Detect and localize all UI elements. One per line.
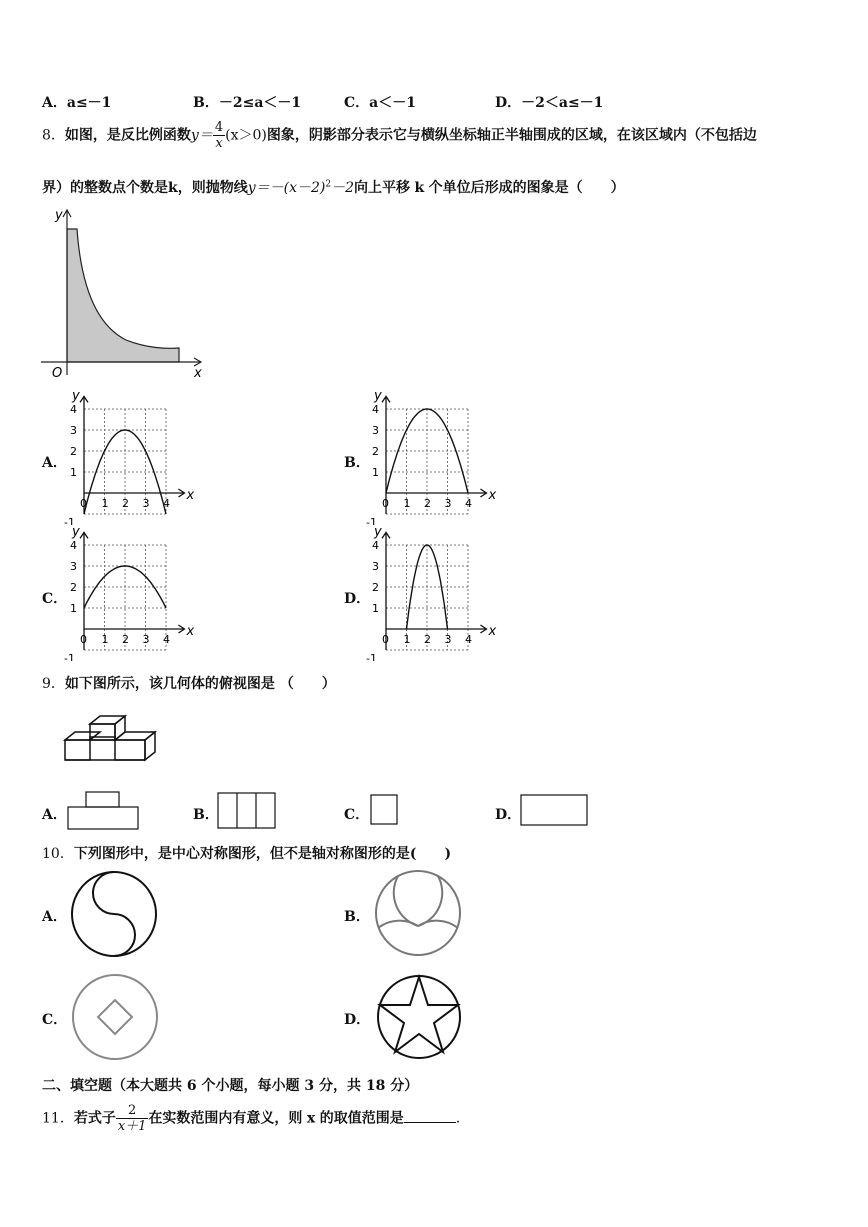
- y-tick-label: 3: [70, 424, 77, 437]
- origin-label: O: [52, 366, 63, 380]
- x-tick-label: 3: [142, 497, 150, 510]
- q9-option-b-letter: B．: [193, 807, 219, 823]
- x-axis-label: x: [186, 488, 195, 503]
- shaded-region: [67, 229, 179, 362]
- q8-condition: (x＞0): [225, 127, 267, 144]
- question-number: 9．: [42, 676, 65, 692]
- y-tick-label: 1: [372, 466, 379, 479]
- question-number: 11．: [42, 1110, 74, 1127]
- y-tick-label: -1: [366, 516, 377, 525]
- y-tick-label: -1: [64, 652, 75, 661]
- option-text: a≤－1: [66, 95, 112, 111]
- x-tick-label: 4: [163, 497, 170, 510]
- fraction-denominator: x＋1: [117, 1119, 147, 1134]
- option-letter: B．: [193, 95, 219, 111]
- x-tick-label: 4: [465, 633, 472, 646]
- q8-main-graph: [36, 205, 211, 380]
- y-tick-label: 4: [372, 403, 379, 416]
- q8-text-c: 界）的整数点个数是: [42, 180, 168, 196]
- x-tick-label: 0: [80, 497, 87, 510]
- y-tick-label: 4: [70, 403, 77, 416]
- y-tick-label: 3: [372, 424, 379, 437]
- y-tick-label: 2: [372, 445, 379, 458]
- q8-parabola-tail: －2: [331, 180, 354, 196]
- y-axis-label: y: [55, 208, 63, 223]
- x-tick-label: 4: [163, 633, 170, 646]
- q8-k-2: k: [414, 180, 425, 196]
- q8-option-b-graph: [362, 390, 497, 525]
- q8-text-f: 个单位后形成的图象是（ ）: [428, 180, 625, 196]
- x-tick-label: 3: [444, 633, 452, 646]
- question-number: 10．: [42, 846, 74, 862]
- x-axis-label: x: [488, 488, 497, 503]
- option-letter: C．: [344, 95, 370, 111]
- y-tick-label: 3: [70, 560, 77, 573]
- x-tick-label: 1: [403, 497, 411, 510]
- option-text: －2≤a＜－1: [218, 95, 302, 111]
- q9-option-a-letter: A．: [42, 807, 67, 823]
- q9-option-d-figure: [519, 793, 591, 828]
- x-tick-label: 3: [444, 497, 452, 510]
- q9-option-a-figure: [66, 790, 141, 832]
- option-letter: D．: [495, 95, 522, 111]
- q9-question: [42, 673, 336, 693]
- option-letter: A．: [42, 95, 67, 111]
- q8-text-b: 图象，阴影部分表示它与横纵坐标轴正半轴围成的区域，在该区域内（不包括边: [266, 127, 757, 144]
- q10-option-a-letter: A．: [42, 909, 67, 925]
- q8-option-a-letter: A．: [42, 455, 67, 471]
- question-number: 8．: [42, 127, 65, 144]
- q10-question: [42, 843, 451, 863]
- q10-option-a-taiji-figure: [68, 868, 160, 960]
- y-tick-label: 2: [70, 581, 77, 594]
- y-axis-label: y: [72, 390, 80, 404]
- q10-option-b-letter: B．: [344, 909, 370, 925]
- fraction-numerator: 4: [214, 120, 224, 135]
- y-tick-label: 3: [372, 560, 379, 573]
- q10-text: 下列图形中，是中心对称图形，但不是轴对称图形的是( ): [73, 846, 452, 862]
- q10-option-c-letter: C．: [42, 1012, 68, 1028]
- q11-text-c: 的取值范围是: [319, 1110, 404, 1127]
- x-axis-label: x: [194, 366, 202, 380]
- y-tick-label: 1: [372, 602, 379, 615]
- x-axis-label: x: [488, 624, 497, 639]
- q11-variable: x: [306, 1110, 316, 1127]
- x-tick-label: 0: [382, 633, 389, 646]
- q8-line1: [42, 120, 757, 151]
- y-tick-label: 2: [70, 445, 77, 458]
- q8-eq-y: y＝: [190, 127, 213, 144]
- y-tick-label: 4: [70, 539, 77, 552]
- q8-text-d: ，则抛物线: [177, 180, 248, 196]
- x-tick-label: 0: [382, 497, 389, 510]
- x-tick-label: 2: [122, 497, 129, 510]
- y-tick-label: 1: [70, 602, 77, 615]
- x-tick-label: 1: [101, 633, 109, 646]
- x-tick-label: 4: [465, 497, 472, 510]
- q11-text-a: 若式子: [73, 1110, 116, 1127]
- q8-option-c-graph: [60, 526, 195, 661]
- q8-option-d-letter: D．: [344, 591, 371, 607]
- q10-option-c-coin-figure: [68, 970, 162, 1064]
- option-text: a＜－1: [369, 95, 416, 111]
- answer-blank[interactable]: [404, 1108, 456, 1123]
- y-axis-label: y: [72, 526, 80, 540]
- fraction-denominator: x: [215, 136, 223, 151]
- y-axis-label: y: [374, 526, 382, 540]
- q8-exponent: 2: [325, 179, 332, 190]
- q7-option-c: [344, 92, 416, 112]
- q9-option-c-letter: C．: [344, 807, 370, 823]
- y-tick-label: 1: [70, 466, 77, 479]
- q11-text-b: 在实数范围内有意义，则: [148, 1110, 303, 1127]
- q11-end: .: [455, 1110, 461, 1127]
- q10-option-b-arcs-figure: [370, 866, 466, 960]
- q8-option-c-letter: C．: [42, 591, 68, 607]
- x-tick-label: 1: [403, 633, 411, 646]
- q9-option-c-figure: [369, 793, 401, 827]
- q10-option-d-letter: D．: [344, 1012, 371, 1028]
- x-tick-label: 1: [101, 497, 109, 510]
- x-tick-label: 2: [122, 633, 129, 646]
- q9-text: 如下图所示，该几何体的俯视图是 （ ）: [64, 676, 336, 692]
- x-tick-label: 2: [424, 633, 431, 646]
- q8-parabola: y＝－(x－2): [247, 180, 326, 196]
- y-axis-label: y: [374, 390, 382, 404]
- q11-question: [42, 1103, 460, 1134]
- x-axis-label: x: [186, 624, 195, 639]
- option-text: －2＜a≤－1: [521, 95, 604, 111]
- q9-option-d-letter: D．: [495, 807, 522, 823]
- q8-text-e: 向上平移: [354, 180, 410, 196]
- q11-fraction: [116, 1103, 149, 1134]
- y-tick-label: -1: [64, 516, 75, 525]
- q7-option-d: [495, 92, 603, 112]
- y-tick-label: -1: [366, 652, 377, 661]
- q8-line2: [42, 177, 625, 197]
- q10-option-d-star-figure: [372, 970, 466, 1064]
- x-tick-label: 3: [142, 633, 150, 646]
- y-tick-label: 2: [372, 581, 379, 594]
- q8-fraction: [213, 120, 225, 151]
- q9-solid-figure: [60, 712, 165, 767]
- q9-option-b-figure: [216, 791, 278, 831]
- x-tick-label: 0: [80, 633, 87, 646]
- q8-option-a-graph: [60, 390, 195, 525]
- x-tick-label: 2: [424, 497, 431, 510]
- q7-option-a: [42, 92, 111, 112]
- section-2-title: 二、填空题（本大题共 6 个小题，每小题 3 分，共 18 分）: [42, 1078, 419, 1094]
- q8-k: k: [168, 180, 178, 196]
- y-tick-label: 4: [372, 539, 379, 552]
- q8-text-a: 如图，是反比例函数: [64, 127, 191, 144]
- fraction-numerator: 2: [116, 1103, 149, 1119]
- q8-option-b-letter: B．: [344, 455, 370, 471]
- q8-option-d-graph: [362, 526, 497, 661]
- q7-option-b: [193, 92, 301, 112]
